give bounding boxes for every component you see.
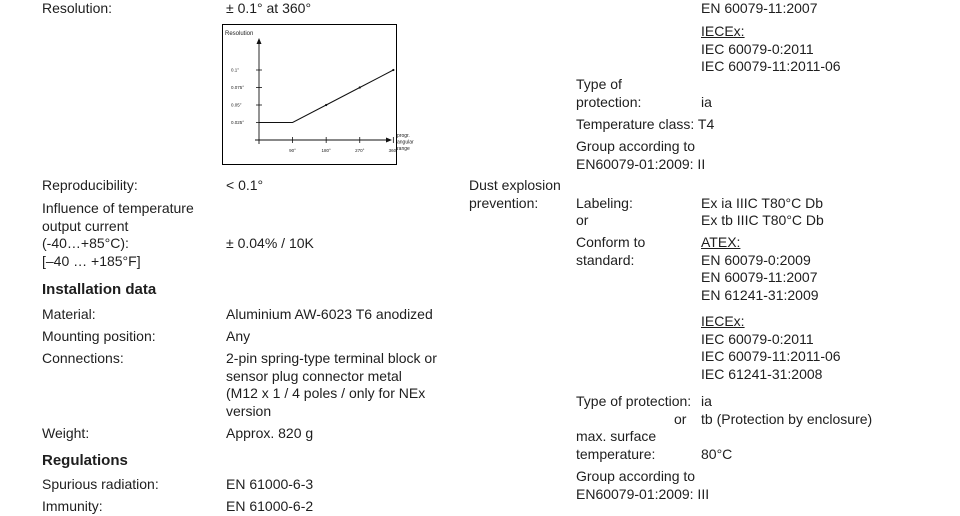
max-surface-label-2: temperature:	[576, 445, 656, 462]
type-of-protection-2-label: Type of protection:	[576, 393, 692, 409]
group-1-line-2: EN60079-01:2009: II	[576, 155, 706, 172]
labeling-or: or	[576, 212, 589, 228]
y-tick-label: 0.075°	[231, 85, 245, 90]
spurious-value: EN 61000-6-3	[226, 476, 314, 492]
y-tick-label: 0.05°	[231, 102, 242, 108]
top-en-standard: EN 60079-11:2007	[701, 0, 818, 16]
reproducibility-value: < 0.1°	[226, 177, 264, 193]
y-axis-arrow	[257, 38, 262, 44]
spurious-label: Spurious radiation:	[42, 476, 159, 492]
data-point	[392, 69, 394, 71]
iecex-1-line-2: IEC 60079-11:2011-06	[701, 58, 841, 74]
group-2-line-1: Group according to	[576, 468, 696, 484]
immunity-label: Immunity:	[42, 498, 103, 514]
conform-label-2: standard:	[576, 251, 635, 268]
influence-label-line-1: Influence of temperature	[42, 200, 194, 216]
regulations-heading: Regulations	[42, 452, 128, 469]
type-of-protection-2-or: or	[674, 410, 687, 427]
connections-line-2: sensor plug connector metal	[226, 367, 402, 384]
chart-title: Resolution	[225, 31, 254, 37]
connections-line-4: version	[226, 402, 272, 419]
data-point	[325, 104, 327, 106]
iecex-2-line-2: IEC 60079-11:2011-06	[701, 348, 841, 364]
atex-line-2: EN 60079-11:2007	[701, 269, 818, 285]
weight-value: Approx. 820 g	[226, 425, 314, 441]
type-of-protection-2-value: ia	[701, 393, 712, 409]
atex-heading: ATEX:	[701, 234, 741, 250]
material-value: Aluminium AW-6023 T6 anodized	[226, 306, 433, 322]
temperature-class: Temperature class: T4	[576, 116, 715, 132]
resolution-chart	[222, 24, 414, 165]
labeling-label: Labeling:	[576, 194, 633, 211]
material-label: Material:	[42, 306, 96, 322]
resolution-series-line	[259, 70, 393, 123]
connections-line-3: (M12 x 1 / 4 poles / only for NEx	[226, 385, 426, 401]
installation-heading: Installation data	[42, 281, 157, 298]
type-of-protection-label-1: Type of	[576, 76, 622, 92]
atex-line-3: EN 61241-31:2009	[701, 286, 819, 303]
iecex-heading-2: IECEx:	[701, 313, 745, 329]
group-1-line-1: Group according to	[576, 138, 696, 154]
connections-label: Connections:	[42, 350, 124, 366]
influence-value: ± 0.04% / 10K	[226, 235, 314, 251]
labeling-value: Ex ia IIIC T80°C Db	[701, 194, 824, 211]
weight-label: Weight:	[42, 425, 90, 441]
x-tick-label: 90°	[289, 148, 296, 153]
dust-explosion-label-2: prevention:	[469, 194, 539, 211]
y-tick-label: 0.1°	[231, 67, 240, 73]
conform-label-1: Conform to	[576, 234, 646, 250]
iecex-1-line-1: IEC 60079-0:2011	[701, 40, 814, 57]
influence-label-line-2: output current	[42, 217, 129, 234]
dust-explosion-label-1: Dust explosion	[469, 177, 561, 193]
mounting-label: Mounting position:	[42, 328, 156, 344]
mounting-value: Any	[226, 328, 251, 344]
x-tick-label: 360°	[388, 148, 398, 153]
reproducibility-label: Reproducibility:	[42, 177, 138, 193]
x-axis-label-line: range	[397, 146, 410, 152]
max-surface-label-1: max. surface	[576, 428, 657, 444]
connections-line-1: 2-pin spring-type terminal block or	[226, 350, 437, 366]
iecex-heading-1: IECEx:	[701, 23, 745, 39]
type-of-protection-label-2: protection:	[576, 93, 642, 110]
x-tick-label: 180°	[321, 148, 331, 153]
max-surface-value: 80°C	[701, 445, 733, 462]
type-of-protection-2-or-value: tb (Protection by enclosure)	[701, 410, 873, 427]
resolution-value: ± 0.1° at 360°	[226, 0, 312, 16]
x-axis-label-line: progr.	[397, 133, 410, 139]
group-2-line-2: EN60079-01:2009: III	[576, 485, 710, 502]
influence-label-line-4: [–40 … +185°F]	[42, 252, 141, 269]
resolution-chart-svg	[223, 25, 414, 164]
resolution-label: Resolution:	[42, 0, 113, 16]
type-of-protection-value: ia	[701, 93, 712, 110]
atex-line-1: EN 60079-0:2009	[701, 251, 811, 268]
data-point	[359, 86, 361, 88]
y-tick-label: 0.025°	[231, 120, 245, 125]
immunity-value: EN 61000-6-2	[226, 498, 314, 514]
x-axis-arrow	[386, 138, 392, 143]
x-axis-label-line: angular	[397, 139, 414, 146]
iecex-2-line-3: IEC 61241-31:2008	[701, 365, 823, 382]
iecex-2-line-1: IEC 60079-0:2011	[701, 330, 814, 347]
labeling-or-value: Ex tb IIIC T80°C Db	[701, 212, 824, 228]
x-tick-label: 270°	[355, 148, 365, 153]
influence-label-line-3: (-40…+85°C):	[42, 235, 129, 251]
